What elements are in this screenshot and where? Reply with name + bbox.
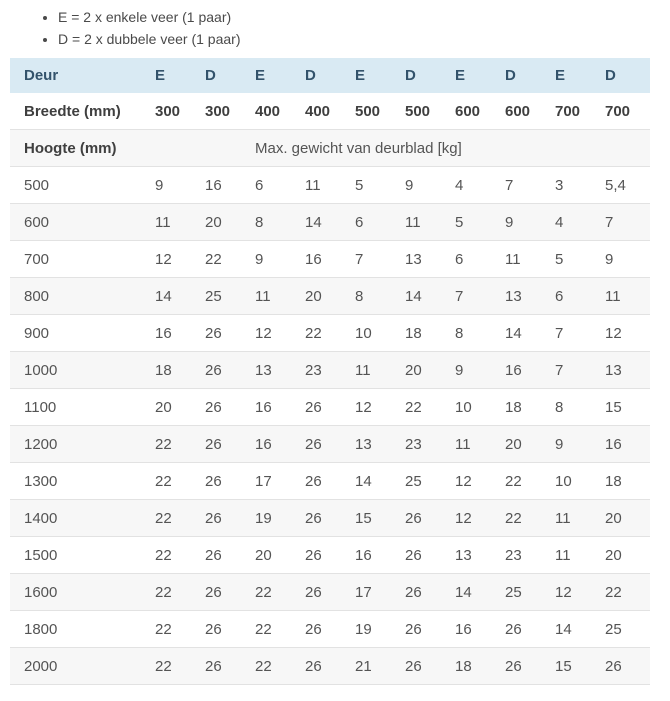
weight-cell: 26 — [600, 648, 650, 685]
breedte-value: 500 — [350, 93, 400, 130]
weight-cell: 14 — [500, 315, 550, 352]
breedte-value: 300 — [150, 93, 200, 130]
table-row — [10, 426, 650, 463]
weight-cell: 13 — [450, 537, 500, 574]
empty-cell — [150, 130, 200, 167]
table-row — [10, 204, 650, 241]
weight-cell: 12 — [450, 500, 500, 537]
weight-cell: 25 — [600, 611, 650, 648]
spring-weight-table — [10, 58, 650, 685]
weight-cell: 16 — [300, 241, 350, 278]
breedte-value: 300 — [200, 93, 250, 130]
weight-cell: 20 — [300, 278, 350, 315]
weight-cell: 9 — [500, 204, 550, 241]
breedte-value: 500 — [400, 93, 450, 130]
weight-cell: 4 — [450, 167, 500, 204]
legend-item: • D = 2 x dubbele veer (1 paar) — [58, 28, 670, 50]
breedte-value: 700 — [600, 93, 650, 130]
weight-cell: 18 — [500, 389, 550, 426]
table-row — [10, 537, 650, 574]
breedte-value: 400 — [300, 93, 350, 130]
weight-cell: 22 — [400, 389, 450, 426]
weight-cell: 26 — [300, 648, 350, 685]
weight-cell: 7 — [550, 315, 600, 352]
weight-cell: 26 — [300, 426, 350, 463]
weight-cell: 14 — [400, 278, 450, 315]
weight-cell: 5 — [350, 167, 400, 204]
weight-cell: 22 — [250, 611, 300, 648]
breedte-value: 600 — [500, 93, 550, 130]
max-weight-caption: Max. gewicht van deurblad [kg] — [250, 130, 650, 167]
header-row — [10, 58, 650, 93]
weight-cell: 25 — [400, 463, 450, 500]
weight-cell: 7 — [600, 204, 650, 241]
weight-cell: 16 — [600, 426, 650, 463]
hoogte-value: 500 — [10, 167, 150, 204]
legend-item: • E = 2 x enkele veer (1 paar) — [58, 6, 670, 28]
weight-cell: 16 — [500, 352, 550, 389]
weight-cell: 15 — [350, 500, 400, 537]
weight-cell: 22 — [150, 537, 200, 574]
weight-cell: 22 — [150, 426, 200, 463]
breedte-value: 400 — [250, 93, 300, 130]
weight-cell: 14 — [450, 574, 500, 611]
weight-cell: 4 — [550, 204, 600, 241]
weight-cell: 7 — [550, 352, 600, 389]
weight-cell: 11 — [300, 167, 350, 204]
weight-cell: 11 — [250, 278, 300, 315]
weight-cell: 26 — [400, 611, 450, 648]
breedte-label: Breedte (mm) — [10, 93, 150, 130]
breedte-value: 600 — [450, 93, 500, 130]
weight-cell: 19 — [250, 500, 300, 537]
weight-cell: 9 — [400, 167, 450, 204]
weight-cell: 26 — [500, 648, 550, 685]
weight-cell: 7 — [450, 278, 500, 315]
weight-cell: 10 — [550, 463, 600, 500]
table-body — [10, 93, 650, 685]
weight-cell: 11 — [600, 278, 650, 315]
table-row — [10, 241, 650, 278]
table-row — [10, 167, 650, 204]
weight-cell: 26 — [400, 500, 450, 537]
weight-cell: 26 — [300, 537, 350, 574]
breedte-row — [10, 93, 650, 130]
weight-cell: 6 — [450, 241, 500, 278]
header-deur: Deur — [10, 58, 150, 93]
weight-cell: 22 — [300, 315, 350, 352]
weight-cell: 14 — [150, 278, 200, 315]
weight-cell: 26 — [400, 537, 450, 574]
weight-cell: 17 — [350, 574, 400, 611]
weight-cell: 26 — [200, 463, 250, 500]
weight-cell: 26 — [200, 500, 250, 537]
weight-cell: 25 — [500, 574, 550, 611]
weight-cell: 16 — [350, 537, 400, 574]
weight-cell: 20 — [400, 352, 450, 389]
weight-cell: 22 — [200, 241, 250, 278]
header-col: D — [400, 58, 450, 93]
weight-cell: 5 — [450, 204, 500, 241]
header-col: E — [150, 58, 200, 93]
weight-cell: 6 — [350, 204, 400, 241]
header-col: D — [200, 58, 250, 93]
weight-cell: 10 — [350, 315, 400, 352]
weight-cell: 11 — [450, 426, 500, 463]
weight-cell: 13 — [600, 352, 650, 389]
weight-cell: 11 — [400, 204, 450, 241]
weight-cell: 11 — [350, 352, 400, 389]
weight-cell: 11 — [500, 241, 550, 278]
weight-cell: 26 — [300, 574, 350, 611]
weight-cell: 12 — [350, 389, 400, 426]
weight-cell: 20 — [600, 500, 650, 537]
weight-cell: 8 — [250, 204, 300, 241]
weight-cell: 17 — [250, 463, 300, 500]
weight-cell: 16 — [250, 389, 300, 426]
weight-cell: 25 — [200, 278, 250, 315]
weight-cell: 26 — [300, 500, 350, 537]
hoogte-label: Hoogte (mm) — [10, 130, 150, 167]
weight-cell: 19 — [350, 611, 400, 648]
weight-cell: 26 — [200, 352, 250, 389]
weight-cell: 18 — [400, 315, 450, 352]
hoogte-value: 1400 — [10, 500, 150, 537]
weight-cell: 26 — [200, 574, 250, 611]
weight-cell: 26 — [200, 389, 250, 426]
table-row — [10, 389, 650, 426]
empty-cell — [200, 130, 250, 167]
table-row — [10, 278, 650, 315]
weight-cell: 13 — [350, 426, 400, 463]
weight-cell: 13 — [400, 241, 450, 278]
hoogte-value: 1800 — [10, 611, 150, 648]
header-col: D — [300, 58, 350, 93]
weight-cell: 14 — [300, 204, 350, 241]
weight-cell: 20 — [150, 389, 200, 426]
legend-list — [0, 0, 670, 50]
weight-cell: 26 — [200, 537, 250, 574]
hoogte-value: 800 — [10, 278, 150, 315]
weight-cell: 16 — [200, 167, 250, 204]
weight-cell: 7 — [350, 241, 400, 278]
table-row — [10, 463, 650, 500]
weight-cell: 14 — [350, 463, 400, 500]
breedte-value: 700 — [550, 93, 600, 130]
weight-cell: 13 — [500, 278, 550, 315]
header-col: E — [450, 58, 500, 93]
weight-cell: 26 — [400, 648, 450, 685]
weight-cell: 8 — [350, 278, 400, 315]
weight-cell: 9 — [600, 241, 650, 278]
weight-cell: 21 — [350, 648, 400, 685]
weight-cell: 22 — [150, 500, 200, 537]
weight-cell: 12 — [550, 574, 600, 611]
weight-cell: 26 — [300, 611, 350, 648]
weight-cell: 9 — [150, 167, 200, 204]
weight-cell: 23 — [400, 426, 450, 463]
hoogte-value: 1300 — [10, 463, 150, 500]
weight-cell: 18 — [450, 648, 500, 685]
weight-cell: 22 — [150, 611, 200, 648]
hoogte-value: 700 — [10, 241, 150, 278]
weight-cell: 26 — [400, 574, 450, 611]
hoogte-value: 1000 — [10, 352, 150, 389]
weight-cell: 20 — [250, 537, 300, 574]
table-row — [10, 352, 650, 389]
hoogte-value: 2000 — [10, 648, 150, 685]
weight-cell: 22 — [250, 648, 300, 685]
hoogte-value: 1200 — [10, 426, 150, 463]
weight-cell: 11 — [150, 204, 200, 241]
weight-cell: 22 — [150, 574, 200, 611]
weight-cell: 12 — [600, 315, 650, 352]
header-col: D — [500, 58, 550, 93]
weight-cell: 20 — [200, 204, 250, 241]
weight-cell: 18 — [150, 352, 200, 389]
header-col: D — [600, 58, 650, 93]
weight-cell: 5 — [550, 241, 600, 278]
weight-cell: 16 — [450, 611, 500, 648]
weight-cell: 9 — [250, 241, 300, 278]
weight-cell: 20 — [500, 426, 550, 463]
weight-cell: 12 — [450, 463, 500, 500]
header-col: E — [250, 58, 300, 93]
hoogte-value: 900 — [10, 315, 150, 352]
weight-cell: 6 — [250, 167, 300, 204]
header-col: E — [350, 58, 400, 93]
weight-cell: 26 — [300, 463, 350, 500]
hoogte-value: 1500 — [10, 537, 150, 574]
table-row — [10, 648, 650, 685]
table-row — [10, 574, 650, 611]
weight-cell: 22 — [600, 574, 650, 611]
weight-cell: 18 — [600, 463, 650, 500]
weight-cell: 9 — [550, 426, 600, 463]
weight-cell: 23 — [300, 352, 350, 389]
weight-cell: 12 — [150, 241, 200, 278]
weight-cell: 26 — [500, 611, 550, 648]
weight-cell: 22 — [250, 574, 300, 611]
weight-cell: 22 — [500, 500, 550, 537]
table-row — [10, 315, 650, 352]
weight-cell: 26 — [200, 315, 250, 352]
weight-cell: 15 — [550, 648, 600, 685]
weight-cell: 26 — [300, 389, 350, 426]
weight-cell: 12 — [250, 315, 300, 352]
hoogte-row — [10, 130, 650, 167]
weight-cell: 13 — [250, 352, 300, 389]
table-row — [10, 500, 650, 537]
weight-cell: 26 — [200, 426, 250, 463]
weight-cell: 10 — [450, 389, 500, 426]
weight-cell: 9 — [450, 352, 500, 389]
weight-cell: 22 — [150, 648, 200, 685]
weight-cell: 22 — [150, 463, 200, 500]
weight-cell: 20 — [600, 537, 650, 574]
hoogte-value: 600 — [10, 204, 150, 241]
header-col: E — [550, 58, 600, 93]
weight-cell: 11 — [550, 537, 600, 574]
weight-cell: 14 — [550, 611, 600, 648]
weight-cell: 23 — [500, 537, 550, 574]
hoogte-value: 1600 — [10, 574, 150, 611]
weight-cell: 26 — [200, 648, 250, 685]
hoogte-value: 1100 — [10, 389, 150, 426]
weight-cell: 8 — [450, 315, 500, 352]
weight-cell: 22 — [500, 463, 550, 500]
weight-cell: 7 — [500, 167, 550, 204]
weight-cell: 8 — [550, 389, 600, 426]
table-row — [10, 611, 650, 648]
weight-cell: 5,4 — [600, 167, 650, 204]
weight-cell: 16 — [250, 426, 300, 463]
weight-cell: 3 — [550, 167, 600, 204]
weight-cell: 11 — [550, 500, 600, 537]
weight-cell: 26 — [200, 611, 250, 648]
weight-cell: 6 — [550, 278, 600, 315]
weight-cell: 16 — [150, 315, 200, 352]
weight-cell: 15 — [600, 389, 650, 426]
